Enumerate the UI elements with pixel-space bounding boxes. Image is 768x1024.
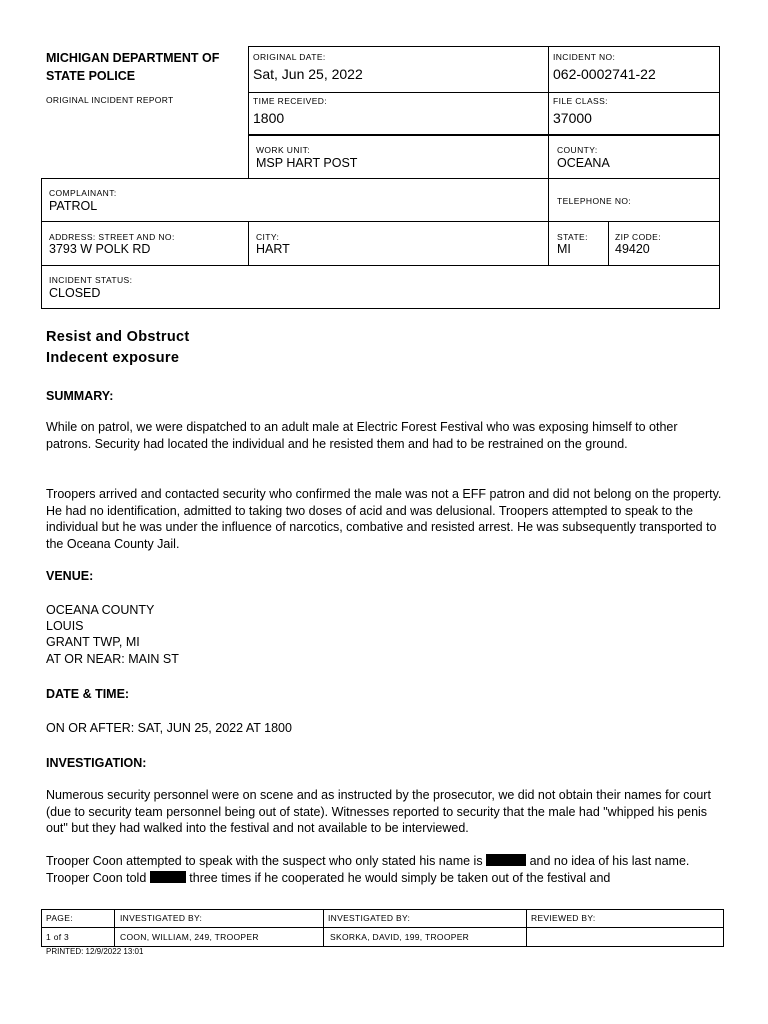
- work-unit-label: WORK UNIT:: [256, 145, 311, 155]
- investigation-text: and no idea of his last name. Trooper Coon told: [46, 854, 690, 885]
- summary-heading: SUMMARY:: [46, 389, 114, 403]
- divider: [248, 221, 249, 265]
- divider: [41, 927, 724, 928]
- venue-line: LOUIS: [46, 619, 84, 633]
- divider: [248, 134, 720, 136]
- investigated-by-value: SKORKA, DAVID, 199, TROOPER: [330, 932, 470, 942]
- venue-line: OCEANA COUNTY: [46, 603, 155, 617]
- redaction-block: [486, 854, 526, 866]
- original-date-label: ORIGINAL DATE:: [253, 52, 326, 62]
- telephone-label: TELEPHONE NO:: [557, 196, 632, 206]
- complainant-label: COMPLAINANT:: [49, 188, 117, 198]
- state-value: MI: [557, 242, 571, 256]
- incident-no-value: 062-0002741-22: [553, 66, 656, 82]
- agency-name-line2: STATE POLICE: [46, 69, 136, 83]
- incident-status-label: INCIDENT STATUS:: [49, 275, 133, 285]
- redaction-block: [150, 871, 186, 883]
- datetime-text: ON OR AFTER: SAT, JUN 25, 2022 AT 1800: [46, 721, 292, 735]
- printed-timestamp: PRINTED: 12/9/2022 13:01: [46, 947, 144, 956]
- city-value: HART: [256, 242, 290, 256]
- page-label: PAGE:: [46, 913, 73, 923]
- original-date-value: Sat, Jun 25, 2022: [253, 66, 363, 82]
- reviewed-by-label: REVIEWED BY:: [531, 913, 596, 923]
- page-value: 1 of 3: [46, 932, 70, 942]
- investigation-heading: INVESTIGATION:: [46, 756, 147, 770]
- divider: [548, 46, 549, 179]
- investigation-text: Trooper Coon attempted to speak with the suspect who only stated his name is: [46, 854, 483, 868]
- county-value: OCEANA: [557, 156, 610, 170]
- investigation-paragraph: Numerous security personnel were on scene and as instructed by the prosecutor, we did not obtain their names for court (due to security team personnel being out of state). Witnesses reported to security that the male had "whipped his penis out" but they had walked into the festival and not available to be interviewed.: [46, 788, 711, 835]
- incident-status-value: CLOSED: [49, 286, 101, 300]
- divider: [41, 221, 720, 222]
- address-value: 3793 W POLK RD: [49, 242, 151, 256]
- investigated-by-label: INVESTIGATED BY:: [328, 913, 411, 923]
- investigated-by-value: COON, WILLIAM, 249, TROOPER: [120, 932, 259, 942]
- file-class-label: FILE CLASS:: [553, 96, 608, 106]
- agency-name: [46, 49, 246, 85]
- summary-paragraph: Troopers arrived and contacted security who confirmed the male was not a EFF patron and did not belong on the property. He had no identification, admitted to taking two doses of acid and was delusional. Troopers attempted to speak to the individual but he was under the influence of narcotics, combative and resisted arrest. He was subsequently transported to the Oceana County Jail.: [46, 487, 722, 551]
- investigated-by-label: INVESTIGATED BY:: [120, 913, 203, 923]
- agency-name-line1: MICHIGAN DEPARTMENT OF: [46, 51, 220, 65]
- divider: [548, 178, 549, 265]
- investigation-text: three times if he cooperated he would simply be taken out of the festival and: [189, 870, 611, 885]
- incident-no-label: INCIDENT NO:: [553, 52, 616, 62]
- divider: [608, 221, 609, 265]
- venue-line: AT OR NEAR: MAIN ST: [46, 652, 179, 666]
- state-label: STATE:: [557, 232, 588, 242]
- summary-paragraph: While on patrol, we were dispatched to an adult male at Electric Forest Festival who was exposing himself to other patrons. Security had located the individual and he resisted them and had to be restrained on the ground.: [46, 420, 678, 451]
- time-received-value: 1800: [253, 110, 285, 126]
- time-received-label: TIME RECEIVED:: [253, 96, 328, 106]
- investigation-paragraph: [46, 853, 726, 886]
- zip-label: ZIP CODE:: [615, 232, 661, 242]
- county-label: COUNTY:: [557, 145, 598, 155]
- address-label: ADDRESS: STREET AND NO:: [49, 232, 175, 242]
- divider: [526, 909, 527, 947]
- venue-line: GRANT TWP, MI: [46, 635, 140, 649]
- work-unit-value: MSP HART POST: [256, 156, 358, 170]
- zip-value: 49420: [615, 242, 650, 256]
- divider: [248, 92, 720, 93]
- venue-heading: VENUE:: [46, 569, 94, 583]
- complainant-value: PATROL: [49, 199, 98, 213]
- offense-title: Indecent exposure: [46, 350, 180, 366]
- offense-title: Resist and Obstruct: [46, 329, 190, 345]
- divider: [114, 909, 115, 947]
- city-label: CITY:: [256, 232, 280, 242]
- report-type: ORIGINAL INCIDENT REPORT: [46, 95, 174, 105]
- divider: [41, 265, 720, 266]
- divider: [323, 909, 324, 947]
- file-class-value: 37000: [553, 110, 592, 126]
- datetime-heading: DATE & TIME:: [46, 687, 130, 701]
